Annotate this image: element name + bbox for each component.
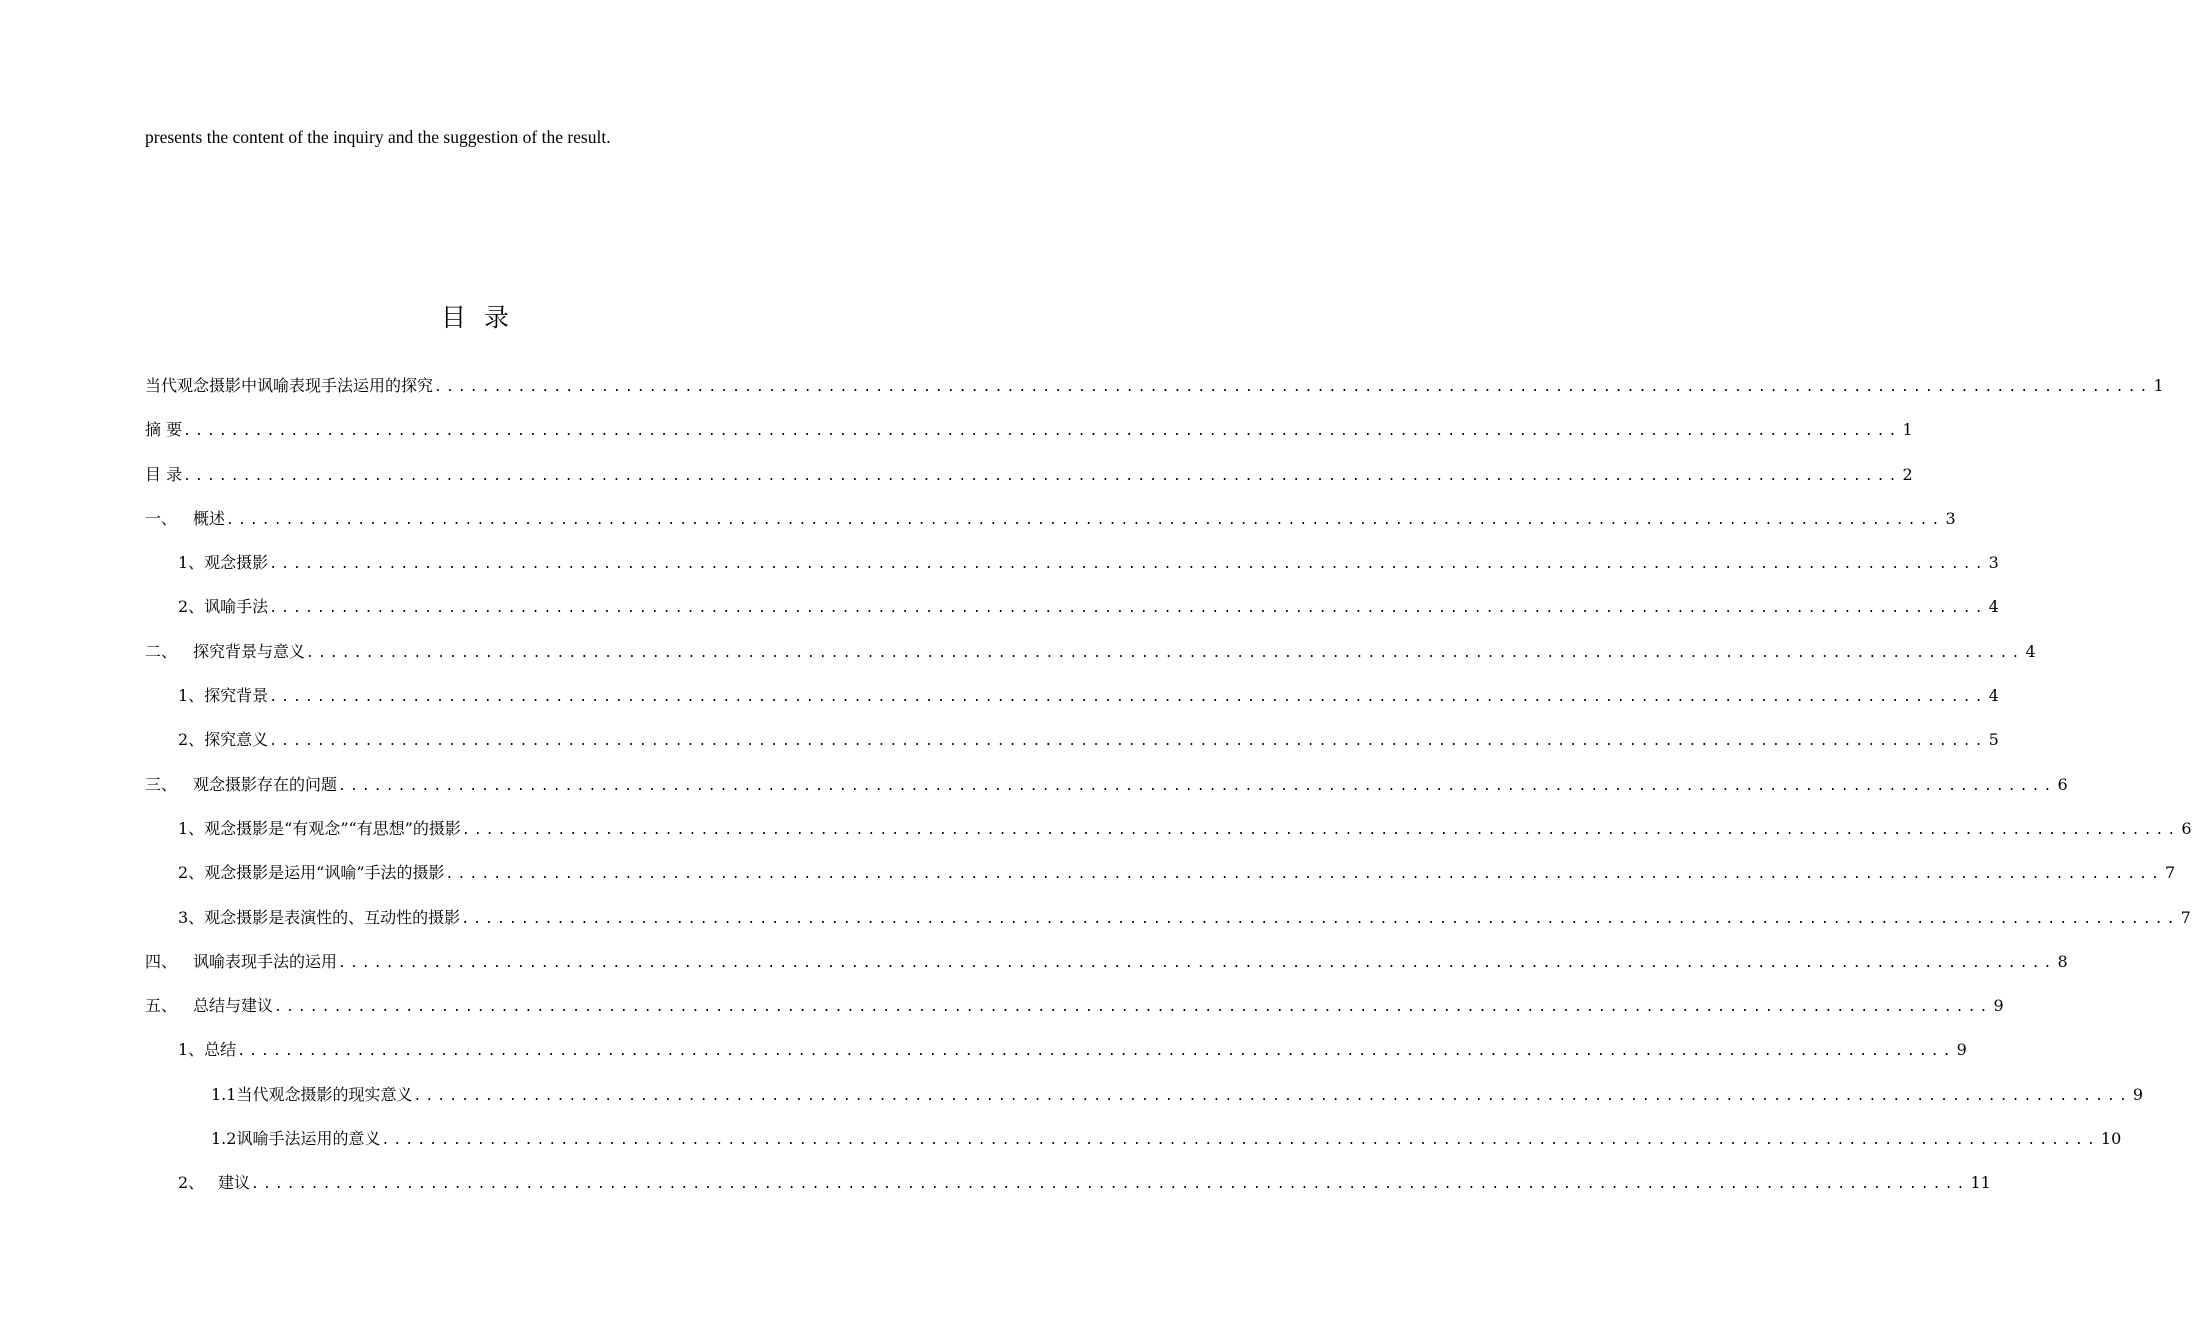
toc-entry[interactable] [145, 815, 2192, 859]
toc-entry-text: 2、探究意义 [178, 730, 269, 750]
toc-page-number: 1 [1902, 420, 1913, 440]
toc-dot-leader: ................................................................................................................................................ [461, 822, 2180, 838]
toc-entry[interactable] [145, 505, 1956, 549]
toc-entry[interactable] [145, 372, 2164, 416]
toc-entry-label [211, 1081, 412, 1109]
toc-dot-leader: ................................................................................................................................................ [461, 911, 2179, 927]
toc-dot-leader: ................................................................................................................................................ [338, 778, 2056, 794]
toc-entry[interactable] [145, 992, 2004, 1036]
toc-entry-number: 四、 [145, 951, 178, 971]
toc-entry-number: 五、 [145, 996, 178, 1016]
toc-dot-leader: ................................................................................................................................................ [269, 601, 1987, 617]
toc-dot-leader: ................................................................................................................................................ [306, 645, 2024, 661]
toc-entry-label [211, 1125, 380, 1153]
toc-entry-label [178, 682, 268, 710]
toc-entry[interactable] [145, 1125, 2122, 1169]
toc-page-number: 6 [2057, 774, 2068, 794]
toc-page-number: 9 [1993, 996, 2004, 1016]
toc-entry-text: 观念摄影存在的问题 [193, 774, 338, 794]
toc-entry[interactable] [145, 726, 1999, 770]
toc-entry-label [178, 726, 268, 754]
table-of-contents [145, 372, 2192, 1214]
toc-entry[interactable] [145, 638, 2036, 682]
toc-entry[interactable] [145, 1081, 2144, 1125]
toc-page-number: 7 [2165, 863, 2176, 883]
toc-page-number: 9 [2132, 1084, 2144, 1104]
toc-entry-label [145, 992, 273, 1020]
toc-entry-number: 二、 [145, 641, 178, 661]
toc-entry[interactable] [145, 593, 1999, 637]
toc-page-number: 11 [1970, 1173, 1991, 1193]
toc-entry-label [145, 505, 225, 533]
toc-entry-label [178, 549, 268, 577]
toc-entry-text: 1、总结 [178, 1040, 237, 1060]
toc-dot-leader: ................................................................................................................................................ [269, 557, 1987, 573]
toc-page-number: 9 [1956, 1040, 1967, 1060]
toc-page-number: 2 [1902, 464, 1913, 484]
toc-page-number: 10 [2100, 1129, 2122, 1149]
toc-entry-text: 探究背景与意义 [193, 641, 306, 661]
toc-dot-leader: ................................................................................................................................................ [445, 867, 2163, 883]
toc-entry-label [178, 593, 268, 621]
abstract-closing-line: presents the content of the inquiry and the suggestion of the result. [145, 127, 611, 147]
toc-dot-leader: ................................................................................................................................................ [269, 734, 1987, 750]
toc-entry[interactable] [145, 859, 2176, 903]
toc-dot-leader: ................................................................................................................................................ [183, 424, 1901, 440]
toc-page-number: 6 [2181, 818, 2192, 838]
toc-entry-text: 2、观念摄影是运用“讽喻”手法的摄影 [178, 863, 445, 883]
toc-entry-number: 一、 [145, 508, 178, 528]
toc-entry-text: 讽喻表现手法的运用 [193, 951, 338, 971]
toc-page-number: 3 [1988, 553, 1999, 573]
toc-entry-label [178, 1169, 250, 1197]
toc-entry-text: 总结与建议 [193, 996, 274, 1016]
toc-entry-text: 1、观念摄影是“有观念”“有思想”的摄影 [178, 818, 461, 838]
toc-page-number: 4 [2025, 641, 2036, 661]
toc-dot-leader: ................................................................................................................................................ [381, 1133, 2099, 1149]
toc-entry-label [178, 859, 445, 887]
toc-entry[interactable] [145, 771, 2068, 815]
toc-page-number: 7 [2180, 907, 2191, 927]
toc-entry-text: 1.2讽喻手法运用的意义 [211, 1129, 381, 1149]
toc-dot-leader: ................................................................................................................................................ [413, 1088, 2131, 1104]
toc-page-number: 3 [1945, 508, 1956, 528]
toc-entry-label [145, 372, 433, 400]
toc-entry-label [145, 771, 337, 799]
toc-entry-number: 三、 [145, 774, 178, 794]
toc-page-number: 1 [2153, 376, 2164, 395]
toc-entry-label [178, 1036, 236, 1064]
toc-entry-label [178, 815, 461, 843]
toc-entry-label [178, 904, 460, 932]
toc-page-number: 4 [1988, 597, 1999, 617]
toc-dot-leader: ................................................................................................................................................ [338, 955, 2056, 971]
toc-entry-label [145, 461, 182, 489]
toc-entry-text: 建议 [218, 1173, 251, 1193]
toc-entry[interactable] [145, 416, 1913, 460]
toc-entry-label [145, 416, 182, 444]
toc-entry-text: 1、探究背景 [178, 686, 269, 706]
toc-dot-leader: ................................................................................................................................................ [183, 468, 1901, 484]
toc-entry[interactable] [145, 461, 1913, 505]
toc-title: 目 录 [441, 303, 509, 332]
toc-entry-text: 1、观念摄影 [178, 553, 269, 573]
toc-entry-text: 概述 [193, 508, 226, 528]
toc-dot-leader: ................................................................................................................................................ [434, 380, 2152, 395]
toc-dot-leader: ................................................................................................................................................ [237, 1044, 1955, 1060]
toc-page-number: 5 [1988, 730, 1999, 750]
toc-dot-leader: ................................................................................................................................................ [269, 690, 1987, 706]
toc-entry-text: 3、观念摄影是表演性的、互动性的摄影 [178, 907, 461, 927]
toc-entry[interactable] [145, 904, 2191, 948]
toc-entry[interactable] [145, 682, 1999, 726]
toc-dot-leader: ................................................................................................................................................ [251, 1177, 1969, 1193]
toc-page-number: 4 [1988, 686, 1999, 706]
toc-entry[interactable] [145, 549, 1999, 593]
toc-entry-text: 1.1当代观念摄影的现实意义 [211, 1084, 413, 1104]
toc-entry-text: 摘 要 [145, 420, 183, 440]
toc-entry-number: 2、 [178, 1173, 205, 1193]
toc-entry[interactable] [145, 948, 2068, 992]
toc-dot-leader: ................................................................................................................................................ [274, 1000, 1992, 1016]
toc-entry[interactable] [145, 1169, 1991, 1213]
toc-entry-label [145, 638, 305, 666]
toc-entry-text: 当代观念摄影中讽喻表现手法运用的探究 [145, 376, 434, 395]
toc-page-number: 8 [2057, 951, 2068, 971]
toc-entry[interactable] [145, 1036, 1967, 1080]
toc-entry-text: 目 录 [145, 464, 183, 484]
toc-dot-leader: ................................................................................................................................................ [226, 512, 1944, 528]
toc-entry-label [145, 948, 337, 976]
toc-entry-text: 2、讽喻手法 [178, 597, 269, 617]
